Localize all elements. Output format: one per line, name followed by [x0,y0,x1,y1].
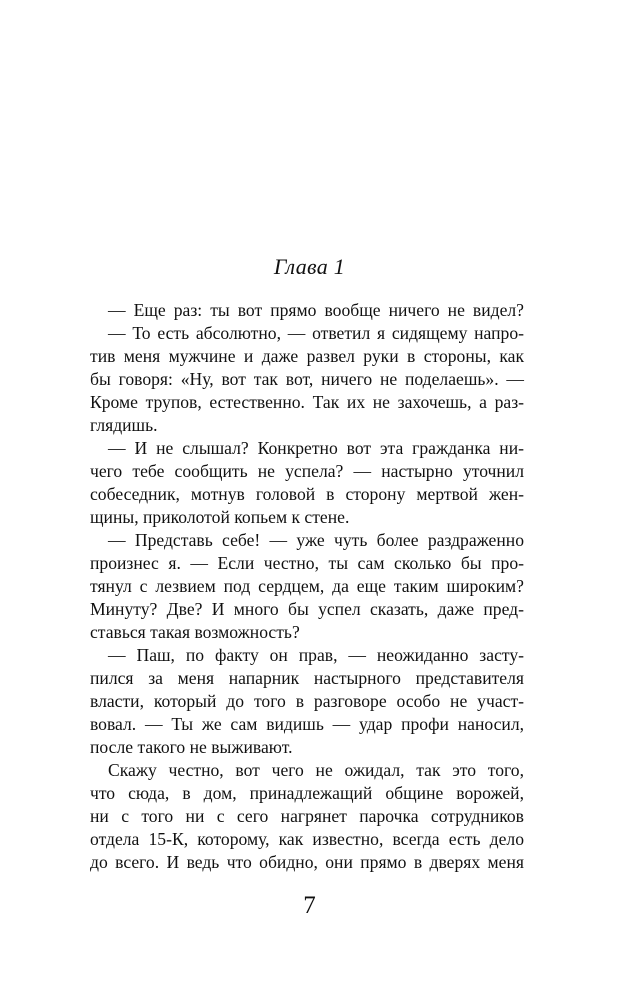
text-line: бы говоря: «Ну, вот так вот, ничего не поделаешь». — [90,369,524,389]
text-line: — Представь себе! — уже чуть более раздраженно [108,530,524,550]
text-line: произнес я. — Если честно, ты сам сколько бы про- [90,553,524,573]
text-line: — То есть абсолютно, — ответил я сидящему напро- [108,323,524,343]
text-line: глядишь. [90,415,158,435]
text-line: тив меня мужчине и даже развел руки в стороны, как [90,346,524,366]
chapter-title: Глава 1 [273,254,346,279]
text-line: ставься такая возможность? [90,622,300,642]
text-line: — Паш, по факту он прав, — неожиданно засту- [108,645,524,665]
text-line: Минуту? Две? И много бы успел сказать, даже пред- [90,599,524,619]
text-line: Кроме трупов, естественно. Так их не захочешь, а раз- [90,392,524,412]
text-line: — И не слышал? Конкретно вот эта гражданка ни- [108,438,524,458]
page-number: 7 [303,892,316,919]
text-line: до всего. И ведь что обидно, они прямо в дверях меня [90,852,524,872]
text-line: после такого не выживают. [90,737,293,757]
text-line: власти, который до того в разговоре особо не участ- [90,691,524,711]
text-line: ни с того ни с сего нагрянет парочка сотрудников [90,806,524,826]
text-line: Скажу честно, вот чего не ожидал, так это того, [108,760,524,780]
text-line: отдела 15-К, которому, как известно, всегда есть дело [90,829,524,849]
text-line: чего тебе сообщить не успела? — настырно уточнил [90,461,524,481]
text-line: что сюда, в дом, принадлежащий общине ворожей, [90,783,524,803]
text-line: вовал. — Ты же сам видишь — удар профи наносил, [90,714,524,734]
text-line: — Еще раз: ты вот прямо вообще ничего не видел? [108,300,524,320]
text-line: щины, приколотой копьем к стене. [90,507,350,527]
text-line: собеседник, мотнув головой в сторону мертвой жен- [90,484,524,504]
text-line: тянул с лезвием под сердцем, да еще таким широким? [90,576,524,596]
text-line: пился за меня напарник настырного представителя [90,668,524,688]
body-text [90,299,524,874]
